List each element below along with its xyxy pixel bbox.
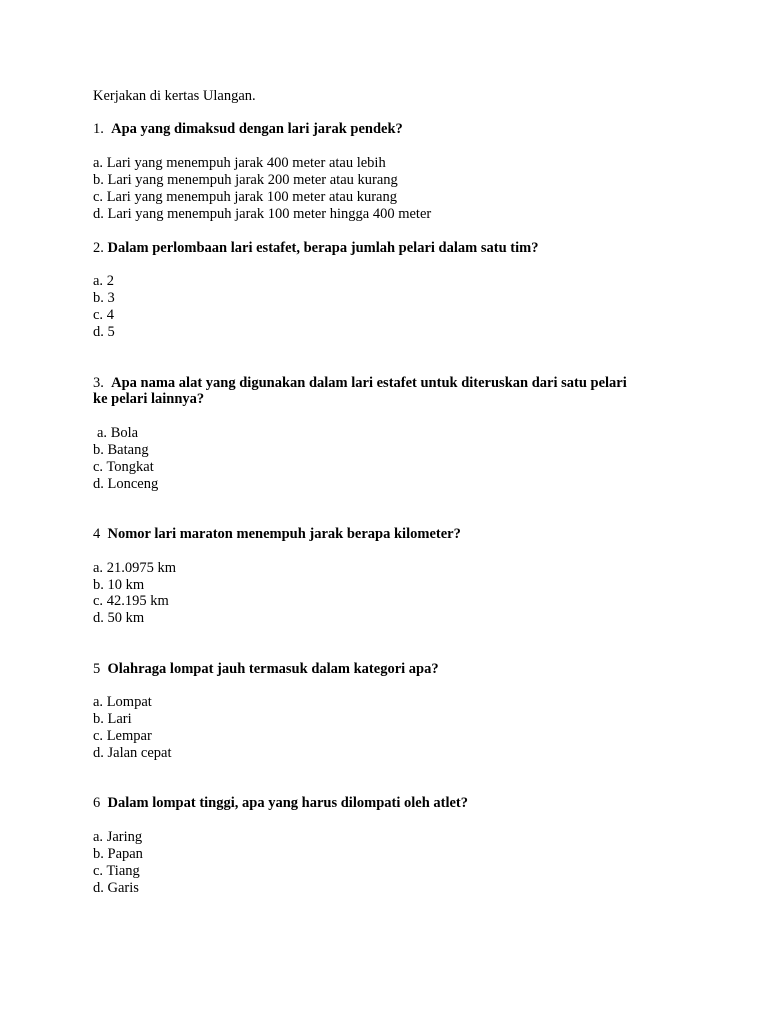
option-2b [93, 290, 115, 307]
question-number: 5 [93, 661, 101, 677]
option-1a [93, 155, 386, 172]
option-4d [93, 610, 144, 627]
option-text: 4 [106, 307, 114, 323]
option-text: Lompat [106, 694, 152, 710]
option-letter: a. [97, 425, 108, 441]
option-text: Tongkat [106, 459, 154, 475]
option-letter: b. [93, 172, 104, 188]
option-text: 50 km [107, 610, 145, 626]
question-text: Olahraga lompat jauh termasuk dalam kategori apa? [107, 661, 439, 677]
option-letter: b. [93, 846, 104, 862]
option-letter: d. [93, 206, 104, 222]
option-letter: b. [93, 711, 104, 727]
option-4b [93, 577, 144, 594]
option-3c [93, 459, 154, 476]
question-6 [93, 795, 468, 812]
option-letter: c. [93, 189, 104, 205]
option-6d [93, 880, 139, 897]
option-text: Jaring [106, 829, 143, 845]
option-text: Lempar [106, 728, 152, 744]
instruction-text: Kerjakan di kertas Ulangan. [93, 88, 256, 104]
option-letter: a. [93, 155, 104, 171]
question-5 [93, 661, 439, 678]
option-text: Lari yang menempuh jarak 200 meter atau kurang [107, 172, 398, 188]
option-2d [93, 324, 115, 341]
option-5a [93, 694, 152, 711]
option-text: 2 [106, 273, 114, 289]
option-letter: c. [93, 728, 104, 744]
option-3a [97, 425, 138, 442]
question-1 [93, 121, 403, 138]
question-number: 6 [93, 795, 101, 811]
option-5c [93, 728, 152, 745]
question-4 [93, 526, 461, 543]
option-text: 3 [107, 290, 115, 306]
question-text: Dalam lompat tinggi, apa yang harus dilompati oleh atlet? [107, 795, 469, 811]
option-text: Batang [107, 442, 149, 458]
option-letter: c. [93, 459, 104, 475]
question-text: Apa nama alat yang digunakan dalam lari estafet untuk diteruskan dari satu pelari [111, 375, 627, 391]
option-text: Lari yang menempuh jarak 400 meter atau lebih [106, 155, 386, 171]
option-6a [93, 829, 142, 846]
option-text: Garis [107, 880, 139, 896]
question-number: 2. [93, 240, 104, 256]
option-text: 21.0975 km [106, 560, 176, 576]
question-text: Apa yang dimaksud dengan lari jarak pendek? [111, 121, 403, 137]
option-1b [93, 172, 398, 189]
option-letter: d. [93, 324, 104, 340]
option-text: Lonceng [107, 476, 159, 492]
option-letter: c. [93, 593, 104, 609]
option-letter: a. [93, 694, 104, 710]
option-6b [93, 846, 143, 863]
option-5d [93, 745, 172, 762]
option-letter: a. [93, 273, 104, 289]
question-3 [93, 375, 627, 392]
option-5b [93, 711, 132, 728]
option-text: Tiang [106, 863, 140, 879]
option-letter: c. [93, 307, 104, 323]
option-1c [93, 189, 397, 206]
option-letter: d. [93, 476, 104, 492]
question-number: 3. [93, 375, 104, 391]
question-text: Dalam perlombaan lari estafet, berapa jumlah pelari dalam satu tim? [107, 240, 539, 256]
option-4a [93, 560, 176, 577]
option-text: 10 km [107, 577, 145, 593]
option-letter: b. [93, 577, 104, 593]
option-2c [93, 307, 114, 324]
option-2a [93, 273, 114, 290]
option-letter: b. [93, 290, 104, 306]
question-number: 1. [93, 121, 104, 137]
option-letter: a. [93, 829, 104, 845]
option-text: Bola [110, 425, 139, 441]
option-text: Jalan cepat [107, 745, 172, 761]
question-text: ke pelari lainnya? [93, 391, 205, 407]
option-letter: b. [93, 442, 104, 458]
option-letter: c. [93, 863, 104, 879]
option-3b [93, 442, 149, 459]
option-letter: d. [93, 880, 104, 896]
option-letter: a. [93, 560, 104, 576]
question-2 [93, 240, 538, 257]
option-text: Lari [107, 711, 132, 727]
option-6c [93, 863, 140, 880]
option-text: Lari yang menempuh jarak 100 meter atau kurang [106, 189, 397, 205]
option-text: 42.195 km [106, 593, 169, 609]
question-text: Nomor lari maraton menempuh jarak berapa kilometer? [107, 526, 461, 542]
option-text: Papan [107, 846, 143, 862]
option-1d [93, 206, 431, 223]
option-4c [93, 593, 169, 610]
option-text: 5 [107, 324, 115, 340]
question-number: 4 [93, 526, 101, 542]
question-3-continuation [93, 391, 204, 408]
option-letter: d. [93, 610, 104, 626]
option-letter: d. [93, 745, 104, 761]
option-text: Lari yang menempuh jarak 100 meter hingga 400 meter [107, 206, 432, 222]
option-3d [93, 476, 158, 493]
